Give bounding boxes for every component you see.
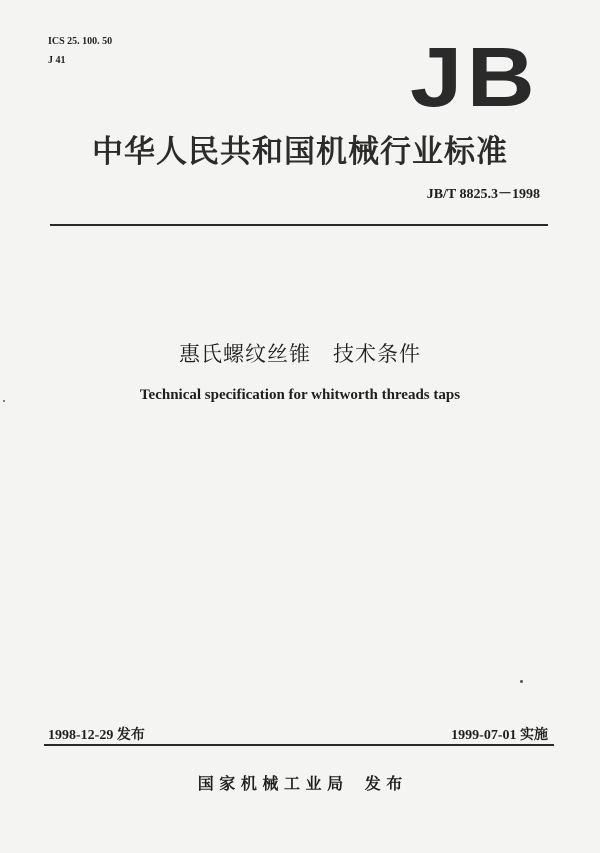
top-divider	[50, 224, 548, 226]
ics-code: ICS 25. 100. 50	[48, 36, 113, 47]
bottom-divider	[44, 744, 554, 746]
publisher: 国 家 机 械 工 业 局 发 布	[197, 774, 403, 793]
document-title-en: Technical specification for whitworth threads taps	[139, 387, 461, 403]
issue-date: 1998-12-29 发布	[48, 728, 145, 743]
classification-code: J 41	[48, 55, 66, 66]
scan-speck	[520, 680, 523, 683]
standard-number: JB/T 8825.3－1998	[426, 187, 540, 202]
document-title-cn: 惠氏螺纹丝锥 技术条件	[179, 342, 421, 366]
implementation-date: 1999-07-01 实施	[451, 728, 548, 743]
organization-title: 中华人民共和国机械行业标准	[92, 134, 508, 170]
jb-logo: JB	[410, 30, 540, 124]
scan-speck	[3, 400, 5, 402]
